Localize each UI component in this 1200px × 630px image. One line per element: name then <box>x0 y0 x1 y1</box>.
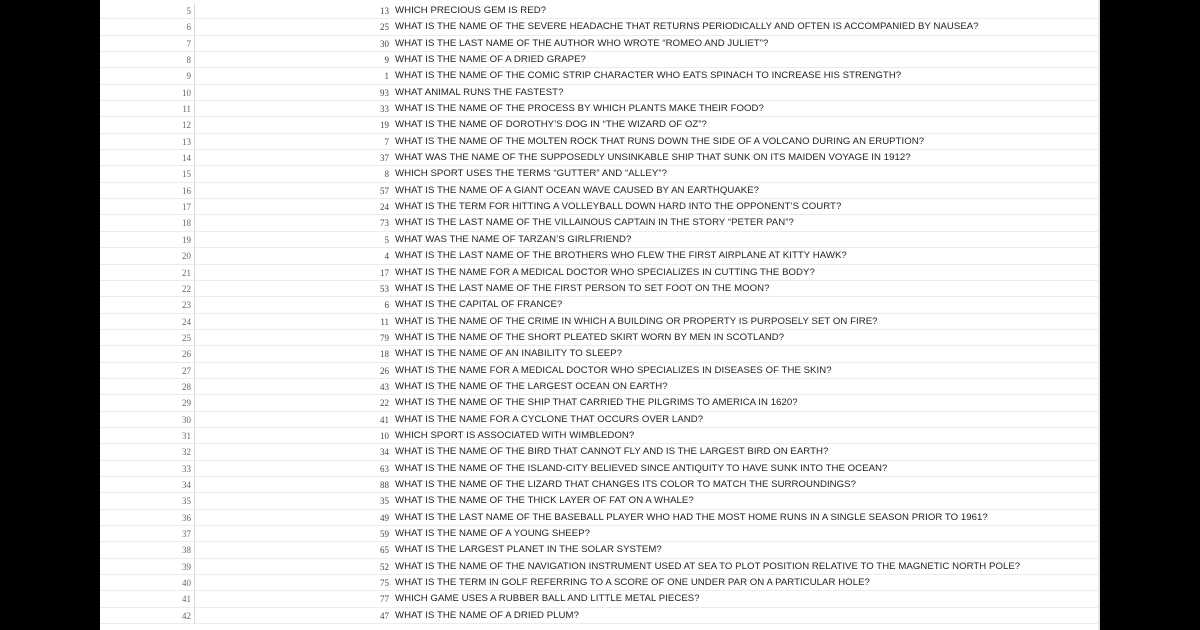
question-number-cell[interactable]: 35 <box>380 496 389 507</box>
question-number-cell[interactable]: 59 <box>380 529 389 539</box>
question-cell[interactable]: WHAT IS THE NAME OF THE SHIP THAT CARRIED THE PILGRIMS TO AMERICA IN 1620? <box>395 397 798 409</box>
table-row[interactable] <box>100 199 1098 215</box>
question-number-cell[interactable]: 53 <box>380 283 389 294</box>
question-number-cell[interactable]: 26 <box>380 365 389 376</box>
question-number-cell[interactable]: 73 <box>380 218 389 229</box>
table-row[interactable] <box>100 330 1098 346</box>
question-number-cell[interactable]: 88 <box>380 479 389 490</box>
question-number-cell[interactable]: 17 <box>380 267 389 278</box>
table-row[interactable] <box>100 493 1098 509</box>
question-number-cell[interactable]: 33 <box>380 104 389 115</box>
table-row[interactable] <box>100 166 1098 182</box>
question-cell[interactable]: WHAT IS THE NAME OF THE CRIME IN WHICH A BUILDING OR PROPERTY IS PURPOSELY SET ON FIRE? <box>395 315 878 327</box>
row-number: 20 <box>100 248 195 263</box>
question-number-cell[interactable]: 65 <box>380 545 389 556</box>
question-cell[interactable]: WHAT IS THE NAME OF DOROTHY’S DOG IN “THE WIZARD OF OZ”? <box>395 119 707 131</box>
table-row[interactable] <box>100 591 1098 607</box>
row-number: 34 <box>100 477 195 492</box>
table-row[interactable] <box>100 215 1098 231</box>
page-edge <box>1098 0 1100 630</box>
table-row[interactable] <box>100 232 1098 248</box>
table-row[interactable] <box>100 412 1098 428</box>
question-cell[interactable]: WHAT IS THE NAME FOR A CYCLONE THAT OCCURS OVER LAND? <box>395 413 704 425</box>
question-number-cell[interactable]: 5 <box>384 234 389 245</box>
row-number: 12 <box>100 117 195 132</box>
question-number-cell[interactable]: 63 <box>380 463 389 474</box>
row-number: 38 <box>100 542 195 557</box>
table-row[interactable] <box>100 36 1098 52</box>
question-cell[interactable]: WHAT IS THE LARGEST PLANET IN THE SOLAR SYSTEM? <box>395 544 662 556</box>
question-cell[interactable]: WHAT IS THE LAST NAME OF THE AUTHOR WHO WROTE “ROMEO AND JULIET”? <box>395 37 769 49</box>
table-row[interactable] <box>100 265 1098 281</box>
question-number-cell[interactable]: 7 <box>384 136 389 147</box>
row-number: 33 <box>100 461 195 476</box>
row-number: 31 <box>100 428 195 443</box>
question-cell[interactable]: WHAT IS THE LAST NAME OF THE VILLAINOUS CAPTAIN IN THE STORY “PETER PAN”? <box>395 217 794 229</box>
row-number: 29 <box>100 395 195 410</box>
question-number-cell[interactable]: 11 <box>380 316 389 327</box>
spreadsheet-grid <box>100 3 1098 624</box>
question-number-cell[interactable]: 1 <box>384 71 389 82</box>
question-number-cell[interactable]: 52 <box>380 561 389 572</box>
question-cell[interactable]: WHAT IS THE NAME OF THE SHORT PLEATED SKIRT WORN BY MEN IN SCOTLAND? <box>395 331 785 343</box>
question-number-cell[interactable]: 41 <box>380 414 389 425</box>
table-row[interactable] <box>100 608 1098 624</box>
question-cell[interactable]: WHAT IS THE NAME OF THE COMIC STRIP CHARACTER WHO EATS SPINACH TO INCREASE HIS STRENGTH? <box>395 70 902 82</box>
question-number-cell[interactable]: 24 <box>380 202 389 213</box>
row-number: 14 <box>100 150 195 165</box>
table-row[interactable] <box>100 52 1098 68</box>
question-cell[interactable]: WHAT IS THE NAME OF A DRIED GRAPE? <box>395 54 586 66</box>
row-number: 13 <box>100 134 195 149</box>
table-row[interactable] <box>100 297 1098 313</box>
row-number: 8 <box>100 52 195 67</box>
row-number: 35 <box>100 493 195 508</box>
question-cell[interactable]: WHAT WAS THE NAME OF THE SUPPOSEDLY UNSINKABLE SHIP THAT SUNK ON ITS MAIDEN VOYAGE IN 1912? <box>395 152 911 164</box>
table-row[interactable] <box>100 363 1098 379</box>
row-number: 37 <box>100 526 195 541</box>
table-row[interactable] <box>100 395 1098 411</box>
table-row[interactable] <box>100 477 1098 493</box>
table-row[interactable] <box>100 444 1098 460</box>
row-number: 23 <box>100 297 195 312</box>
question-cell[interactable]: WHAT IS THE NAME OF THE PROCESS BY WHICH PLANTS MAKE THEIR FOOD? <box>395 103 764 115</box>
row-number: 16 <box>100 183 195 198</box>
table-row[interactable] <box>100 183 1098 199</box>
question-number-cell[interactable]: 37 <box>380 153 389 164</box>
question-cell[interactable]: WHICH SPORT USES THE TERMS “GUTTER” AND “ALLEY”? <box>395 168 667 180</box>
question-number-cell[interactable]: 10 <box>380 430 389 441</box>
table-row[interactable] <box>100 134 1098 150</box>
question-number-cell[interactable]: 75 <box>380 578 389 589</box>
table-row[interactable] <box>100 117 1098 133</box>
row-number: 17 <box>100 199 195 214</box>
row-number: 15 <box>100 166 195 181</box>
row-number: 10 <box>100 85 195 100</box>
row-number: 27 <box>100 363 195 378</box>
spreadsheet-page <box>100 0 1098 630</box>
question-cell[interactable]: WHAT WAS THE NAME OF TARZAN’S GIRLFRIEND? <box>395 233 632 245</box>
row-number: 9 <box>100 68 195 83</box>
question-cell[interactable]: WHICH SPORT IS ASSOCIATED WITH WIMBLEDON? <box>395 429 635 441</box>
table-row[interactable] <box>100 150 1098 166</box>
question-number-cell[interactable]: 8 <box>384 169 389 180</box>
question-number-cell[interactable]: 6 <box>384 300 389 311</box>
question-cell[interactable]: WHAT IS THE NAME OF THE THICK LAYER OF FAT ON A WHALE? <box>395 495 694 507</box>
question-cell[interactable]: WHAT IS THE NAME OF THE NAVIGATION INSTRUMENT USED AT SEA TO PLOT POSITION RELATIVE TO THE MAGNETIC NORTH POLE? <box>395 560 1021 572</box>
question-cell[interactable]: WHAT IS THE NAME OF A GIANT OCEAN WAVE CAUSED BY AN EARTHQUAKE? <box>395 184 760 196</box>
question-cell[interactable]: WHAT IS THE NAME OF THE BIRD THAT CANNOT FLY AND IS THE LARGEST BIRD ON EARTH? <box>395 446 829 458</box>
table-row[interactable] <box>100 19 1098 35</box>
question-cell[interactable]: WHAT IS THE NAME OF A YOUNG SHEEP? <box>395 528 591 539</box>
row-number: 32 <box>100 444 195 459</box>
row-number: 18 <box>100 215 195 230</box>
question-number-cell[interactable]: 57 <box>380 185 389 196</box>
question-cell[interactable]: WHAT IS THE NAME FOR A MEDICAL DOCTOR WHO SPECIALIZES IN DISEASES OF THE SKIN? <box>395 364 832 376</box>
question-cell[interactable]: WHICH GAME USES A RUBBER BALL AND LITTLE METAL PIECES? <box>395 593 700 605</box>
question-number-cell[interactable]: 47 <box>380 610 389 621</box>
table-row[interactable] <box>100 68 1098 84</box>
question-number-cell[interactable]: 93 <box>380 87 389 98</box>
question-number-cell[interactable]: 13 <box>380 6 389 16</box>
row-number: 24 <box>100 314 195 329</box>
table-row[interactable] <box>100 559 1098 575</box>
question-number-cell[interactable]: 34 <box>380 447 389 458</box>
question-cell[interactable]: WHAT IS THE NAME OF AN INABILITY TO SLEEP? <box>395 348 623 360</box>
table-row[interactable] <box>100 575 1098 591</box>
question-cell[interactable]: WHAT IS THE TERM FOR HITTING A VOLLEYBALL DOWN HARD INTO THE OPPONENT’S COURT? <box>395 201 842 213</box>
question-cell[interactable]: WHAT IS THE LAST NAME OF THE BASEBALL PLAYER WHO HAD THE MOST HOME RUNS IN A SINGLE SEASON PRIOR TO 1961? <box>395 511 988 523</box>
question-cell[interactable]: WHAT IS THE LAST NAME OF THE BROTHERS WHO FLEW THE FIRST AIRPLANE AT KITTY HAWK? <box>395 250 847 262</box>
question-number-cell[interactable]: 19 <box>380 120 389 131</box>
table-row[interactable] <box>100 314 1098 330</box>
question-cell[interactable]: WHAT ANIMAL RUNS THE FASTEST? <box>395 86 564 98</box>
question-number-cell[interactable]: 30 <box>380 38 389 49</box>
table-row[interactable] <box>100 526 1098 542</box>
table-row[interactable] <box>100 510 1098 526</box>
question-cell[interactable]: WHAT IS THE TERM IN GOLF REFERRING TO A SCORE OF ONE UNDER PAR ON A PARTICULAR HOLE? <box>395 577 870 589</box>
question-number-cell[interactable]: 18 <box>380 349 389 360</box>
question-cell[interactable]: WHAT IS THE NAME OF THE LIZARD THAT CHANGES ITS COLOR TO MATCH THE SURROUNDINGS? <box>395 478 857 490</box>
row-number: 28 <box>100 379 195 394</box>
question-number-cell[interactable]: 43 <box>380 381 389 392</box>
row-number: 42 <box>100 608 195 623</box>
row-number: 6 <box>100 19 195 34</box>
question-number-cell[interactable]: 77 <box>380 594 389 605</box>
question-cell[interactable]: WHAT IS THE NAME FOR A MEDICAL DOCTOR WHO SPECIALIZES IN CUTTING THE BODY? <box>395 266 815 278</box>
row-number: 30 <box>100 412 195 427</box>
question-number-cell[interactable]: 25 <box>380 22 389 33</box>
row-number: 19 <box>100 232 195 247</box>
row-number: 26 <box>100 346 195 361</box>
question-cell[interactable]: WHAT IS THE NAME OF THE SEVERE HEADACHE THAT RETURNS PERIODICALLY AND OFTEN IS ACCOMPANIED BY NAUSEA? <box>395 21 979 33</box>
table-row[interactable] <box>100 281 1098 297</box>
question-number-cell[interactable]: 22 <box>380 398 389 409</box>
row-number: 21 <box>100 265 195 280</box>
row-number: 25 <box>100 330 195 345</box>
row-number: 11 <box>100 101 195 116</box>
table-row[interactable] <box>100 85 1098 101</box>
question-cell[interactable]: WHAT IS THE CAPITAL OF FRANCE? <box>395 299 563 311</box>
row-number: 36 <box>100 510 195 525</box>
table-row[interactable] <box>100 428 1098 444</box>
question-cell[interactable]: WHAT IS THE NAME OF THE ISLAND-CITY BELIEVED SINCE ANTIQUITY TO HAVE SUNK INTO THE OCEAN? <box>395 462 888 474</box>
row-number: 40 <box>100 575 195 590</box>
question-cell[interactable]: WHAT IS THE LAST NAME OF THE FIRST PERSON TO SET FOOT ON THE MOON? <box>395 282 770 294</box>
question-number-cell[interactable]: 79 <box>380 332 389 343</box>
table-row[interactable] <box>100 379 1098 395</box>
question-number-cell[interactable]: 49 <box>380 512 389 523</box>
row-number: 39 <box>100 559 195 574</box>
row-number: 22 <box>100 281 195 296</box>
question-cell[interactable]: WHAT IS THE NAME OF THE LARGEST OCEAN ON EARTH? <box>395 380 668 392</box>
question-cell[interactable]: WHICH PRECIOUS GEM IS RED? <box>395 5 547 16</box>
table-row[interactable] <box>100 461 1098 477</box>
question-number-cell[interactable]: 9 <box>384 55 389 66</box>
table-row[interactable] <box>100 542 1098 558</box>
question-cell[interactable]: WHAT IS THE NAME OF A DRIED PLUM? <box>395 609 579 621</box>
question-number-cell[interactable]: 4 <box>384 251 389 262</box>
row-number: 41 <box>100 591 195 606</box>
table-row[interactable] <box>100 3 1098 19</box>
row-number: 5 <box>100 3 195 18</box>
row-number: 7 <box>100 36 195 51</box>
question-cell[interactable]: WHAT IS THE NAME OF THE MOLTEN ROCK THAT RUNS DOWN THE SIDE OF A VOLCANO DURING AN ERUPTION? <box>395 135 925 147</box>
table-row[interactable] <box>100 346 1098 362</box>
table-row[interactable] <box>100 248 1098 264</box>
table-row[interactable] <box>100 101 1098 117</box>
